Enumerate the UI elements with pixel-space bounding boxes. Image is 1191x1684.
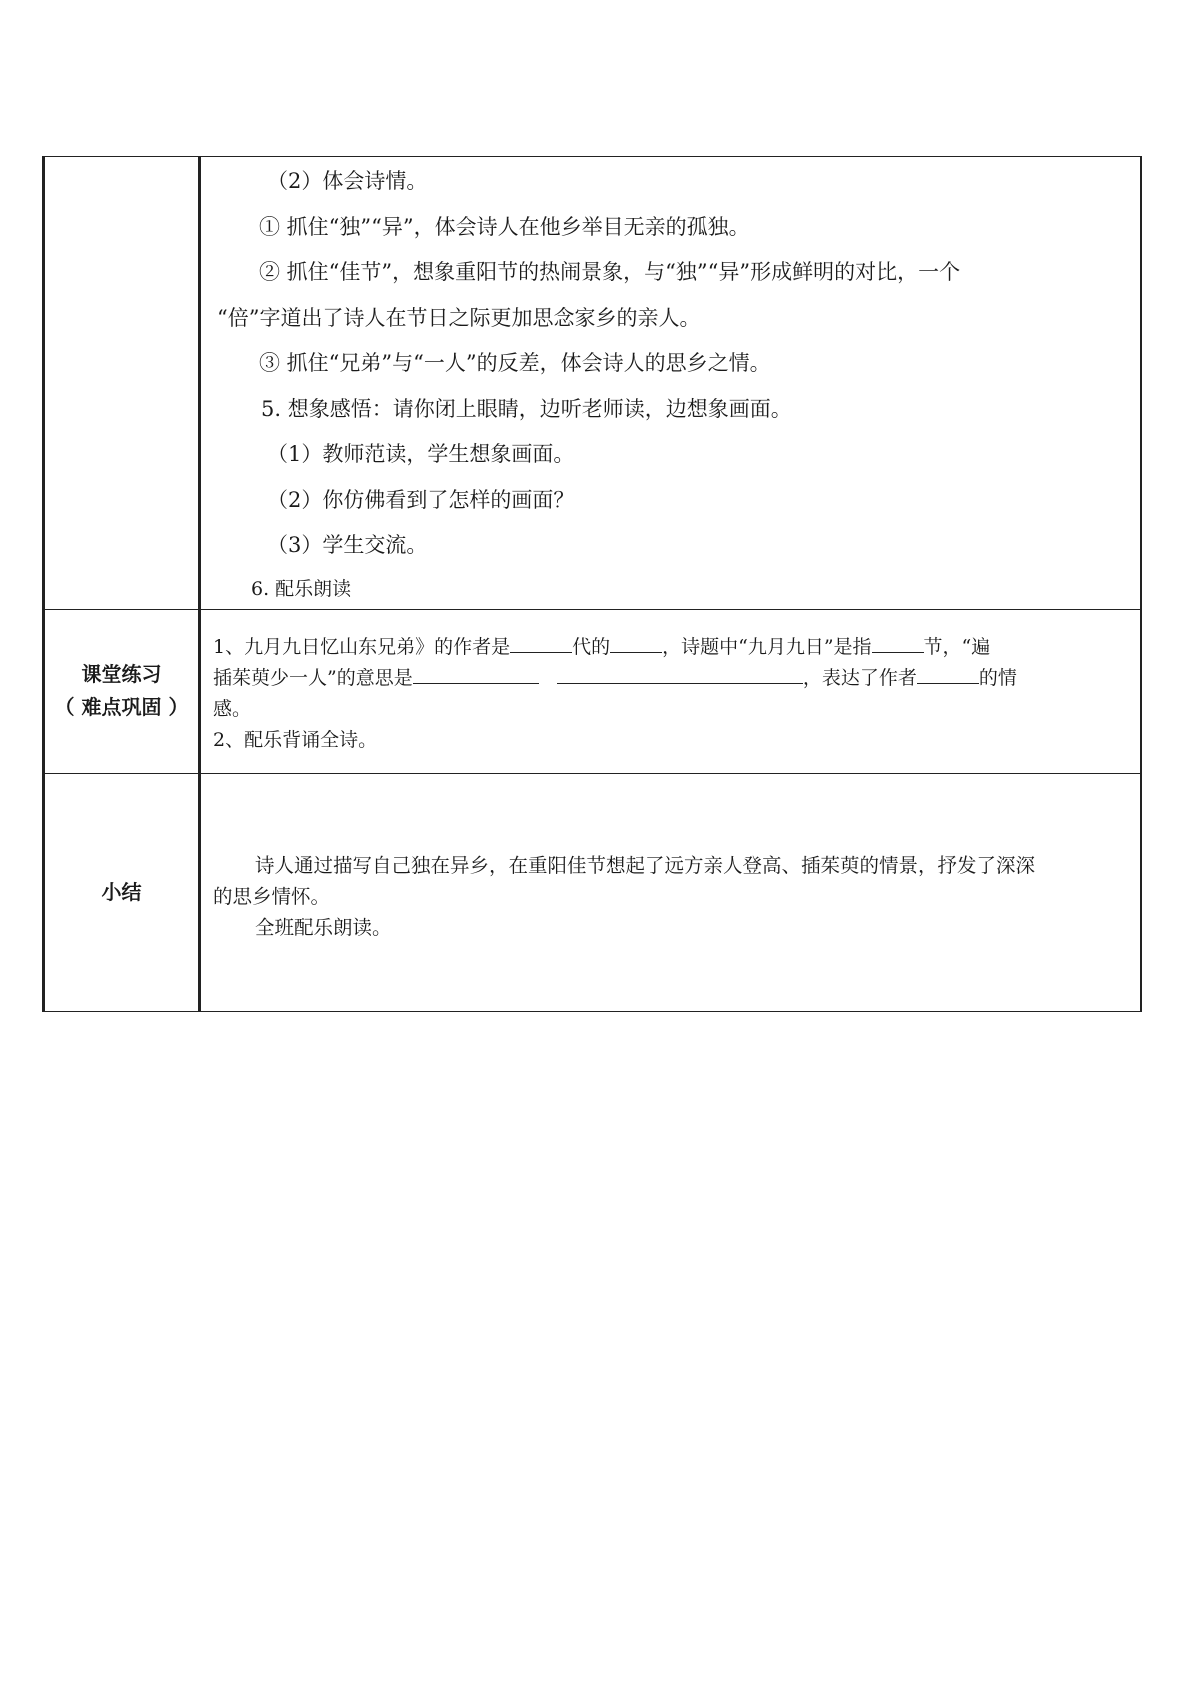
exercise-content <box>201 610 1140 756</box>
summary-text: 的思乡情怀。 <box>213 884 331 908</box>
fill-blank <box>413 663 539 684</box>
fill-blank <box>557 663 803 684</box>
summary-paragraph-1 <box>213 850 1128 912</box>
lesson-plan-table <box>42 156 1142 1012</box>
q1-text: ，诗题中“九月九日”是指 <box>662 635 872 658</box>
summary-label: 小结 <box>44 773 200 1011</box>
empty-label-cell <box>44 157 200 610</box>
exercise-row <box>44 609 1142 773</box>
step-line: 6. 配乐朗读 <box>251 577 352 600</box>
step-line: （3）学生交流。 <box>267 533 428 557</box>
teaching-steps-cell <box>200 157 1142 610</box>
step-line: “倍”字道出了诗人在节日之际更加思念家乡的亲人。 <box>217 305 701 330</box>
step-line: （2）体会诗情。 <box>267 169 428 193</box>
summary-content <box>201 774 1140 943</box>
q1-text: 节，“遍 <box>923 635 991 658</box>
step-line: ③ 抓住“兄弟”与“一人”的反差，体会诗人的思乡之情。 <box>259 351 771 375</box>
summary-text: 诗人通过描写自己独在异乡，在重阳佳节想起了远方亲人登高、插茱萸的情景，抒发了深深 <box>255 853 1036 877</box>
exercise-label-line1: 课堂练习 <box>81 662 162 686</box>
step-line: 5. 想象感悟：请你闭上眼睛，边听老师读，边想象画面。 <box>261 396 792 421</box>
step-line: （1）教师范读，学生想象画面。 <box>267 442 575 466</box>
step-line: ① 抓住“独”“异”，体会诗人在他乡举目无亲的孤独。 <box>259 214 750 239</box>
summary-paragraph-2: 全班配乐朗读。 <box>255 915 392 939</box>
fill-blank <box>872 632 924 653</box>
teaching-steps <box>201 157 1140 609</box>
fill-blank <box>610 632 662 653</box>
exercise-label <box>44 609 200 773</box>
exercise-question-2: 2、配乐背诵全诗。 <box>213 728 378 751</box>
step-line: （2）你仿佛看到了怎样的画面？ <box>267 487 575 512</box>
fill-blank <box>917 663 979 684</box>
exercise-label-line2: （ 难点巩固 ） <box>54 695 189 719</box>
q1-text: 的情 <box>978 666 1017 689</box>
q1-text: 1、九月九日忆山东兄弟》的作者是 <box>213 635 511 658</box>
q1-text: 感。 <box>213 697 252 720</box>
teaching-steps-row <box>44 157 1142 610</box>
step-line: ② 抓住“佳节”，想象重阳节的热闹景象，与“独”“异”形成鲜明的对比，一个 <box>259 260 961 284</box>
exercise-cell <box>200 609 1142 773</box>
q1-text: 插茱萸少一人”的意思是 <box>213 666 413 689</box>
summary-cell <box>200 773 1142 1011</box>
q1-text: ，表达了作者 <box>802 666 917 689</box>
q1-text: 代的 <box>572 635 611 658</box>
summary-row <box>44 773 1142 1011</box>
fill-blank <box>510 632 572 653</box>
exercise-question-1 <box>213 632 1128 725</box>
